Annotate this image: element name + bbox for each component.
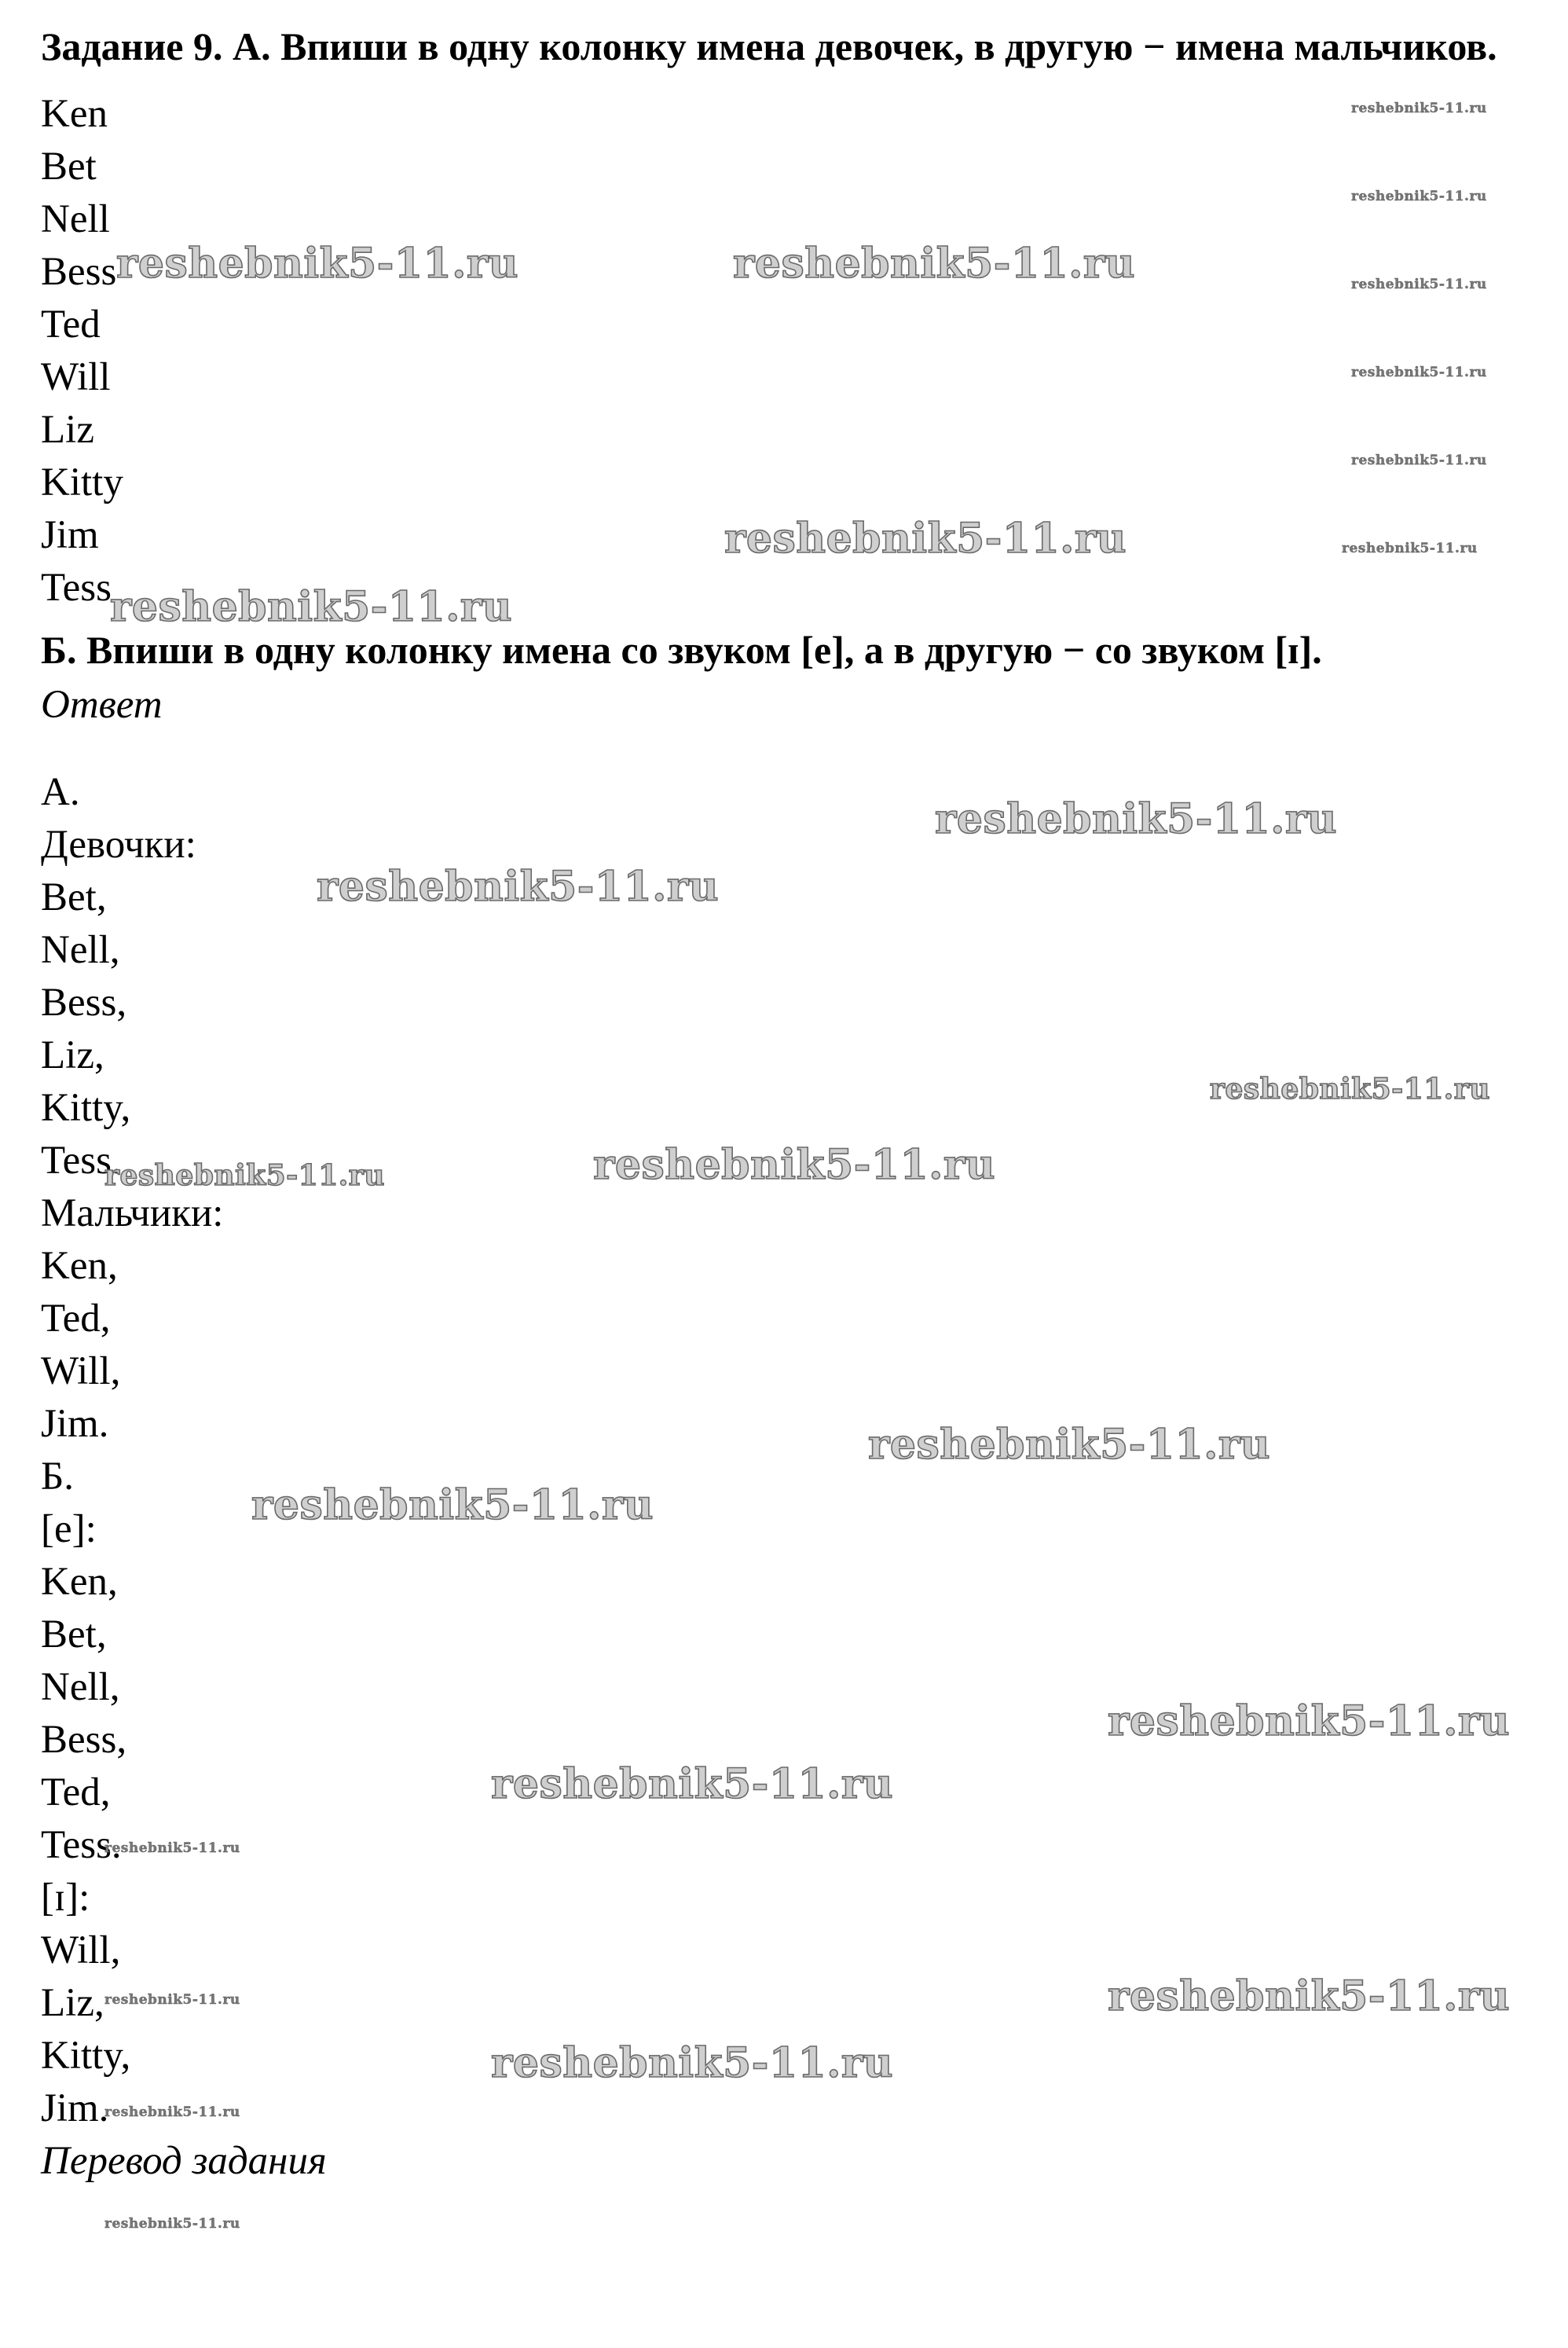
list-item: Jim. — [41, 2086, 109, 2130]
list-item: Liz, — [41, 1981, 104, 2025]
list-item: Bet, — [41, 1612, 107, 1656]
list-item: Will, — [41, 1928, 121, 1972]
watermark: reshebnik5-11.ru — [593, 1141, 996, 1189]
watermark: reshebnik5-11.ru — [491, 2039, 894, 2087]
list-item: Liz — [41, 408, 94, 452]
watermark: reshebnik5-11.ru — [935, 795, 1338, 843]
list-item: Bet, — [41, 875, 107, 919]
watermark: reshebnik5-11.ru — [1108, 1697, 1511, 1745]
list-item: Kitty — [41, 460, 123, 504]
list-item: Ted — [41, 303, 101, 347]
list-item: Tess. — [41, 1139, 122, 1183]
watermark: reshebnik5-11.ru — [1351, 453, 1487, 468]
watermark: reshebnik5-11.ru — [110, 583, 513, 631]
list-item: Tess — [41, 566, 112, 610]
list-item: Jim. — [41, 1402, 109, 1446]
e-sound-label: [e]: — [41, 1507, 97, 1551]
list-item: Kitty, — [41, 2034, 131, 2078]
part-b-label: Б. — [41, 1455, 75, 1499]
list-item: Bess — [41, 250, 117, 294]
list-item: Ken, — [41, 1560, 118, 1604]
list-item: Nell, — [41, 1665, 120, 1709]
list-item: Nell — [41, 197, 110, 241]
watermark: reshebnik5-11.ru — [104, 1159, 385, 1192]
watermark: reshebnik5-11.ru — [1108, 1972, 1511, 2020]
task-heading-a: Задание 9. А. Впиши в одну колонку имена девочек, в другую − имена мальчиков. — [41, 24, 1497, 68]
list-item: Will — [41, 355, 111, 399]
watermark: reshebnik5-11.ru — [733, 240, 1136, 288]
list-item: Bet — [41, 145, 97, 189]
list-item: Jim — [41, 513, 99, 557]
watermark: reshebnik5-11.ru — [104, 2216, 240, 2232]
watermark: reshebnik5-11.ru — [317, 863, 720, 911]
watermark: reshebnik5-11.ru — [724, 515, 1127, 563]
list-item: Tess. — [41, 1823, 122, 1867]
i-sound-label: [ɪ]: — [41, 1876, 90, 1920]
watermark: reshebnik5-11.ru — [251, 1481, 654, 1529]
list-item: Liz, — [41, 1033, 104, 1077]
watermark: reshebnik5-11.ru — [104, 1840, 240, 1856]
list-item: Ted, — [41, 1297, 111, 1341]
list-item: Will, — [41, 1349, 121, 1393]
watermark: reshebnik5-11.ru — [491, 1760, 894, 1808]
watermark: reshebnik5-11.ru — [104, 1992, 240, 2008]
answer-label: Ответ — [41, 683, 163, 727]
girls-label: Девочки: — [41, 823, 196, 867]
watermark: reshebnik5-11.ru — [1351, 189, 1487, 204]
watermark: reshebnik5-11.ru — [104, 2104, 240, 2120]
part-a-label: А. — [41, 770, 80, 814]
boys-label: Мальчики: — [41, 1191, 224, 1235]
list-item: Kitty, — [41, 1086, 131, 1130]
list-item: Bess, — [41, 981, 127, 1025]
watermark: reshebnik5-11.ru — [868, 1421, 1271, 1469]
watermark: reshebnik5-11.ru — [1351, 101, 1487, 116]
watermark: reshebnik5-11.ru — [116, 240, 519, 288]
watermark: reshebnik5-11.ru — [1351, 277, 1487, 292]
list-item: Nell, — [41, 928, 120, 972]
list-item: Bess, — [41, 1718, 127, 1762]
watermark: reshebnik5-11.ru — [1342, 541, 1478, 556]
list-item: Ken — [41, 92, 108, 136]
translation-label: Перевод задания — [41, 2139, 327, 2183]
list-item: Ted, — [41, 1770, 111, 1814]
watermark: reshebnik5-11.ru — [1210, 1073, 1490, 1106]
task-heading-b: Б. Впиши в одну колонку имена со звуком [e], а в другую − со звуком [ɪ]. — [41, 628, 1322, 672]
watermark: reshebnik5-11.ru — [1351, 365, 1487, 380]
list-item: Ken, — [41, 1244, 118, 1288]
